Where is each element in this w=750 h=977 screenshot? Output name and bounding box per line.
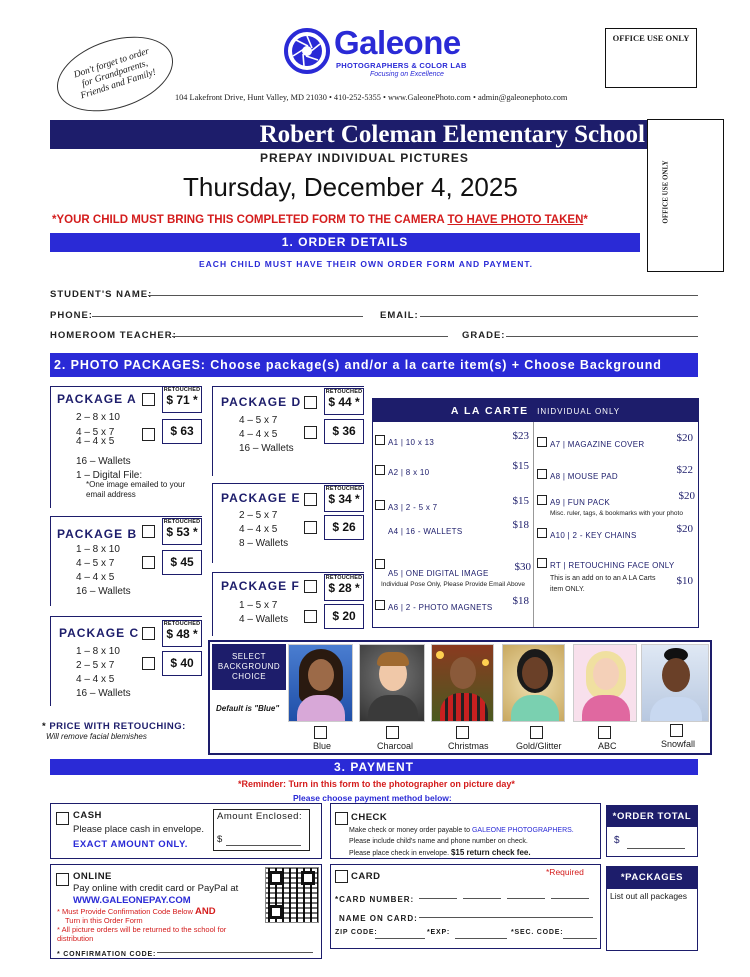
background-checkbox-gold-glitter[interactable] [530, 726, 543, 739]
online-pay-link[interactable]: WWW.GALEONEPAY.COM [73, 895, 191, 906]
background-choice-title: SELECT BACKGROUND CHOICE [212, 644, 286, 690]
cash-checkbox[interactable] [56, 812, 69, 825]
package-e-retouched-price: RETOUCHED $ 34 * [324, 485, 364, 512]
item-a5[interactable]: A5 | ONE DIGITAL IMAGE $30 Individual Pose Only, Please Provide Email Above [375, 563, 531, 588]
security-code-field[interactable]: *SEC. CODE: [511, 929, 564, 936]
background-label-christmas: Christmas [448, 741, 489, 751]
background-checkbox-blue[interactable] [314, 726, 327, 739]
package-c-retouched-price: RETOUCHED $ 48 * [162, 620, 202, 647]
picture-date: Thursday, December 4, 2025 [183, 172, 518, 202]
background-photo-christmas [431, 644, 494, 722]
student-name-field[interactable]: STUDENT'S NAME: [50, 284, 698, 298]
package-e-price: $ 26 [324, 515, 364, 540]
contact-phone: 410-252-5355 [333, 93, 381, 102]
package-f-checkbox[interactable] [304, 610, 317, 623]
background-label-blue: Blue [313, 741, 332, 751]
reminder-oval-text: Don't forget to order for Grandparents, Friends and Family! [72, 46, 158, 101]
a-la-carte-panel [372, 398, 699, 628]
package-a-retouched-checkbox[interactable] [142, 393, 155, 406]
order-note: EACH CHILD MUST HAVE THEIR OWN ORDER FORM AND PAYMENT. [199, 259, 534, 269]
package-b-checkbox[interactable] [142, 556, 155, 569]
background-label-charcoal: Charcoal [377, 741, 414, 751]
package-e-checkbox[interactable] [304, 521, 317, 534]
item-a9[interactable]: A9 | FUN PACK $20 Misc. ruler, tags, & bookmarks with your photo [537, 492, 695, 517]
item-a1[interactable]: A1 | 10 x 13 $23 [375, 432, 529, 450]
aperture-icon [284, 28, 330, 74]
package-f: PACKAGE F RETOUCHED $ 28 * $ 20 1 – 5 x 7 4 – Wallets [212, 572, 364, 636]
background-checkbox-abc[interactable] [598, 726, 611, 739]
a-la-carte-divider [533, 422, 534, 627]
package-d-checkbox[interactable] [304, 426, 317, 439]
contact-address: 104 Lakefront Drive, Hunt Valley, MD 21030 [175, 93, 327, 102]
email-field[interactable]: EMAIL: [380, 305, 698, 319]
office-use-label: OFFICE USE ONLY [612, 33, 690, 43]
name-on-card-field[interactable]: NAME ON CARD: [339, 908, 597, 920]
school-name: Robert Coleman Elementary School [259, 121, 645, 148]
package-f-retouched-price: RETOUCHED $ 28 * [324, 574, 364, 601]
background-choice-panel [208, 640, 712, 755]
background-photo-abc [573, 644, 637, 722]
package-a-price: $ 63 [162, 419, 202, 444]
background-photo-gold-glitter [502, 644, 565, 722]
galeone-logo [284, 26, 514, 84]
homeroom-teacher-field[interactable]: HOMEROOM TEACHER: [50, 325, 448, 339]
package-d-retouched-checkbox[interactable] [304, 396, 317, 409]
a-la-carte-right-list [535, 422, 695, 627]
package-d: PACKAGE D RETOUCHED $ 44 * $ 36 4 – 5 x 7 4 – 4 x 5 16 – Wallets [212, 386, 364, 476]
online-option: ONLINE Pay online with credit card or PayPal at WWW.GALEONEPAY.COM * Must Provide Confirmation Code Below AND Turn in this Order Form * All picture orders will be returned to the school for distribution * CONFIRMATION CODE: [50, 864, 322, 959]
payment-choose: Please choose payment method below: [293, 793, 452, 803]
amount-enclosed-field[interactable]: Amount Enclosed: $ [213, 809, 310, 851]
package-b-retouched-price: RETOUCHED $ 53 * [162, 518, 202, 545]
a-la-carte-header: A LA CARTE INIDVIDUAL ONLY [373, 398, 698, 422]
item-a4[interactable]: A4 | 16 - WALLETS $18 [388, 519, 529, 536]
package-c: PACKAGE C RETOUCHED $ 48 * $ 40 1 – 8 x 10 2 – 5 x 7 4 – 4 x 5 16 – Wallets [50, 616, 202, 706]
package-d-retouched-price: RETOUCHED $ 44 * [324, 388, 364, 415]
card-checkbox[interactable] [335, 870, 348, 883]
confirmation-code-field[interactable]: * CONFIRMATION CODE: [57, 943, 313, 955]
zip-field[interactable]: ZIP CODE: [335, 929, 378, 936]
cash-option: CASH Please place cash in envelope. EXACT AMOUNT ONLY. Amount Enclosed: $ [50, 803, 322, 859]
phone-field[interactable]: PHONE: [50, 305, 363, 319]
item-a3[interactable]: A3 | 2 - 5 x 7 $15 [375, 497, 529, 515]
contact-email[interactable]: admin@galeonephoto.com [477, 93, 568, 102]
photo-packages-header: 2. PHOTO PACKAGES: Choose package(s) and/or a la carte item(s) + Choose Background [50, 353, 698, 377]
item-a10[interactable]: A10 | 2 - KEY CHAINS $20 [537, 525, 693, 543]
background-label-abc: ABC [598, 741, 617, 751]
background-label-gold-glitter: Gold/Glitter [516, 741, 562, 751]
check-checkbox[interactable] [335, 812, 348, 825]
check-option: CHECK Make check or money order payable to GALEONE PHOTOGRAPHERS. Please include child's name and phone number on check. Please place check in envelope. $15 return check fee. [330, 803, 601, 859]
package-c-retouched-checkbox[interactable] [142, 627, 155, 640]
package-a: PACKAGE A RETOUCHED $ 71 * $ 63 2 – 8 x 10 4 – 5 x 7 4 – 4 x 5 16 – Wallets 1 – Digital File: *One image emailed to your email address [50, 386, 202, 508]
card-number-field[interactable]: *CARD NUMBER: [335, 889, 597, 901]
logo-subtitle: PHOTOGRAPHERS & COLOR LAB [336, 61, 467, 70]
reminder-oval [47, 23, 182, 125]
package-a-retouched-price: RETOUCHED $ 71 * [162, 386, 202, 413]
exp-field[interactable]: *EXP: [427, 929, 451, 936]
payment-header: 3. PAYMENT [50, 759, 698, 775]
background-default-note: Default is "Blue" [216, 704, 280, 713]
school-title-bar [50, 120, 647, 149]
package-b-price: $ 45 [162, 550, 202, 575]
packages-summary-box: *PACKAGES List out all packages [606, 866, 698, 951]
package-e-retouched-checkbox[interactable] [304, 493, 317, 506]
qr-code-icon[interactable] [265, 867, 319, 923]
retouch-note: * PRICE WITH RETOUCHING: Will remove facial blemishes [42, 721, 186, 741]
background-photo-blue [288, 644, 353, 722]
form-subtitle: PREPAY INDIVIDUAL PICTURES [260, 151, 469, 165]
package-a-note: *One image emailed to your email address [86, 480, 186, 499]
form-warning: *YOUR CHILD MUST BRING THIS COMPLETED FORM TO THE CAMERA TO HAVE PHOTO TAKEN* [52, 214, 588, 226]
item-a8[interactable]: A8 | MOUSE PAD $22 [537, 466, 693, 484]
item-a6[interactable]: A6 | 2 - PHOTO MAGNETS $18 [375, 597, 529, 615]
contact-line: 104 Lakefront Drive, Hunt Valley, MD 21030 • 410-252-5355 • www.GaleonePhoto.com • admin@galeonephoto.com [175, 93, 568, 102]
package-e: PACKAGE E RETOUCHED $ 34 * $ 26 2 – 5 x 7 4 – 4 x 5 8 – Wallets [212, 483, 364, 563]
package-f-retouched-checkbox[interactable] [304, 580, 317, 593]
package-c-checkbox[interactable] [142, 657, 155, 670]
logo-name: Galeone [334, 24, 461, 61]
order-total-field[interactable] [627, 848, 685, 849]
item-rt[interactable]: RT | RETOUCHING FACE ONLY This is an add on to an A LA Carts item ONLY. $10 [537, 555, 693, 595]
package-c-price: $ 40 [162, 651, 202, 676]
office-use-box-side [647, 119, 724, 272]
item-a2[interactable]: A2 | 8 x 10 $15 [375, 462, 529, 480]
package-f-price: $ 20 [324, 604, 364, 629]
package-a-checkbox[interactable] [142, 428, 155, 441]
office-use-side-label: OFFICE USE ONLY [661, 160, 670, 224]
background-checkbox-charcoal[interactable] [386, 726, 399, 739]
grade-field[interactable]: GRADE: [462, 325, 698, 339]
contact-website[interactable]: www.GaleonePhoto.com [388, 93, 471, 102]
order-total-box: *ORDER TOTAL $ [606, 805, 698, 857]
online-checkbox[interactable] [56, 873, 69, 886]
package-b-retouched-checkbox[interactable] [142, 525, 155, 538]
background-photo-charcoal [359, 644, 425, 722]
background-photo-snowfall [641, 644, 709, 722]
office-use-box-top [605, 28, 697, 88]
background-label-snowfall: Snowfall [661, 739, 696, 749]
package-d-price: $ 36 [324, 419, 364, 444]
package-b: PACKAGE B RETOUCHED $ 53 * $ 45 1 – 8 x 10 4 – 5 x 7 4 – 4 x 5 16 – Wallets [50, 516, 202, 606]
background-checkbox-christmas[interactable] [456, 726, 469, 739]
order-details-header: 1. ORDER DETAILS [50, 233, 640, 252]
logo-tagline: Focusing on Excellence [370, 71, 444, 78]
item-a7[interactable]: A7 | MAGAZINE COVER $20 [537, 434, 693, 452]
payment-reminder: *Reminder: Turn in this form to the photographer on picture day* [238, 779, 515, 789]
card-option: CARD *Required *CARD NUMBER: NAME ON CARD: ZIP CODE: *EXP: *SEC. CODE: [330, 864, 601, 949]
background-checkbox-snowfall[interactable] [670, 724, 683, 737]
a-la-carte-left-list [373, 422, 533, 627]
